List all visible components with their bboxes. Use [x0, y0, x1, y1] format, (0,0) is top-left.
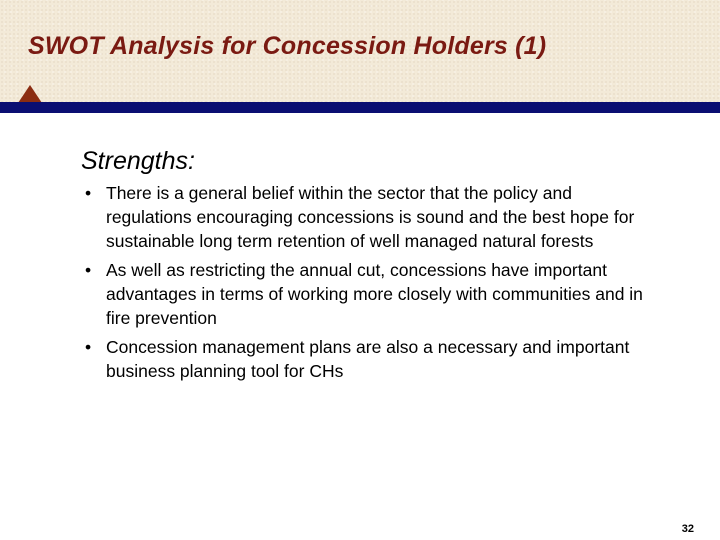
bullet-text: Concession management plans are also a necessary and important business planning tool for CHs [106, 337, 630, 381]
slide-header [0, 0, 720, 103]
list-item [80, 181, 660, 253]
bullet-list [80, 181, 660, 388]
bullet-text: As well as restricting the annual cut, concessions have important advantages in terms of working more closely with communities and in fire prevention [106, 260, 643, 328]
list-item [80, 335, 660, 383]
triangle-up-icon [18, 85, 42, 103]
bullet-icon: • [85, 183, 92, 203]
list-item [80, 258, 660, 330]
slide-title: SWOT Analysis for Concession Holders (1) [28, 32, 547, 60]
page-number: 32 [681, 523, 694, 535]
bullet-text: There is a general belief within the sector that the policy and regulations encouraging concessions is sound and the best hope for sustainable long term retention of well managed natural forests [106, 183, 635, 251]
bullet-icon: • [85, 337, 92, 357]
title-rule-bar [0, 102, 720, 113]
bullet-icon: • [85, 260, 92, 280]
section-heading: Strengths: [81, 147, 195, 175]
